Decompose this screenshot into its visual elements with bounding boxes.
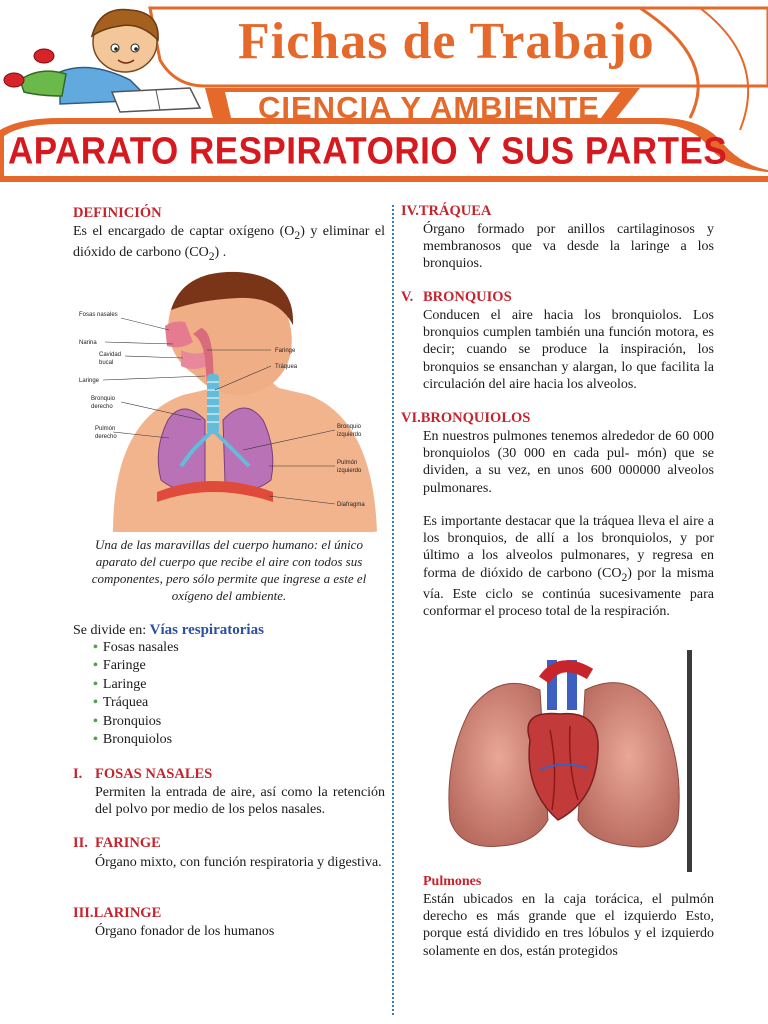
- section-bronquios-heading: V. BRONQUIOS: [401, 289, 512, 305]
- worksheet-title: Fichas de Trabajo: [238, 13, 655, 70]
- label-pulmon-derecho: Pulmón derecho: [95, 426, 117, 440]
- section-bronquiolos-heading: VI.BRONQUIOLOS: [401, 410, 531, 426]
- section-laringe-text: Órgano fonador de los humanos: [95, 924, 275, 939]
- list-item: • Fosas nasales: [93, 639, 179, 657]
- label-cavidad-bucal: Cavidad bucal: [99, 352, 122, 366]
- section-traquea-text: Órgano formado por anillos cartilaginosos y membranosos que va desde la laringe a los bronquios.: [423, 222, 714, 272]
- section-bronquiolos-text-2: Es importante destacar que la tráquea lleva el aire a los bronquios, de allí a los bronquiolos, y por último a los alveolos pulmonares, y regresa en forma de dióxido de carbono $(CO_2)$ por la misma vía. Este ciclo se continúa sucesivamente para conformar el proceso total de la respiración.: [423, 514, 714, 619]
- label-bronquio-izquierdo: Bronquio izquierdo: [337, 424, 362, 438]
- divide-line: [73, 622, 264, 639]
- label-fosas-nasales: Fosas nasales: [79, 312, 118, 318]
- list-item: • Tráquea: [93, 694, 179, 712]
- pulmones-heading: Pulmones: [423, 874, 482, 889]
- divide-highlight: Vías respiratorias: [149, 622, 264, 638]
- section-fosas-text: Permiten la entrada de aire, así como la retención del polvo por medio de los pelos nasales.: [95, 785, 385, 818]
- label-diafragma: Diafragma: [337, 502, 365, 508]
- label-narina: Narina: [79, 340, 97, 346]
- list-item: • Faringe: [93, 657, 179, 675]
- subject-label: CIENCIA Y AMBIENTE: [258, 90, 600, 125]
- definition-text: Es el encargado de captar oxígeno $(O_2)$ y eliminar el dióxido de carbono $(CO_2)$ .: [73, 224, 385, 263]
- divide-intro: Se divide en:: [73, 623, 147, 638]
- section-fosas-heading: I. FOSAS NASALES: [73, 766, 213, 782]
- section-bronquios-text: Conducen el aire hacia los bronquiolos. Los bronquios cumplen también una función motora, es decir; cuando se produce la inspiración, los bronquios se ensanchan y alargan, lo que facilita la circulación del aire hacia los alveolos.: [423, 308, 714, 392]
- topic-title: APARATO RESPIRATORIO Y SUS PARTES: [8, 130, 728, 173]
- section-laringe-heading: III.LARINGE: [73, 905, 162, 921]
- definition-heading: DEFINICIÓN: [73, 205, 162, 221]
- label-traquea: Tráquea: [275, 364, 298, 370]
- label-pulmon-izquierdo: Pulmón izquierdo: [337, 460, 362, 474]
- figure-caption: Una de las maravillas del cuerpo humano: el único aparato del cuerpo que recibe el aire con todos sus componentes, pero sólo permite que ingrese a este el oxígeno del ambiente.: [91, 537, 367, 603]
- airway-parts-list: [93, 639, 179, 749]
- list-item: • Bronquiolos: [93, 731, 179, 749]
- respiratory-system-figure: [73, 270, 385, 532]
- label-faringe: Faringe: [275, 348, 296, 354]
- worksheet-header: [0, 0, 768, 182]
- column-divider: [392, 205, 394, 1015]
- lungs-heart-figure: [440, 650, 687, 872]
- list-item: • Bronquios: [93, 713, 179, 731]
- section-bronquiolos-text: En nuestros pulmones tenemos alrededor de 60 000 bronquiolos (30 000 en cada pul- món) que se dividen, a su vez, en unos 600 000000 alveolos pulmonares.: [423, 429, 714, 496]
- section-faringe-text: Órgano mixto, con función respiratoria y digestiva.: [95, 855, 382, 870]
- label-laringe: Laringe: [79, 378, 100, 384]
- list-item: • Laringe: [93, 676, 179, 694]
- label-bronquio-derecho: Bronquio derecho: [91, 396, 116, 410]
- pulmones-text: Están ubicados en la caja torácica, el pulmón derecho es más grande que el izquierdo Esto, porque está dividido en tres lóbulos y el izquierdo solamente en dos, están protegidos: [423, 892, 714, 959]
- section-faringe-heading: II. FARINGE: [73, 835, 161, 851]
- section-traquea-heading: IV.TRÁQUEA: [401, 203, 492, 219]
